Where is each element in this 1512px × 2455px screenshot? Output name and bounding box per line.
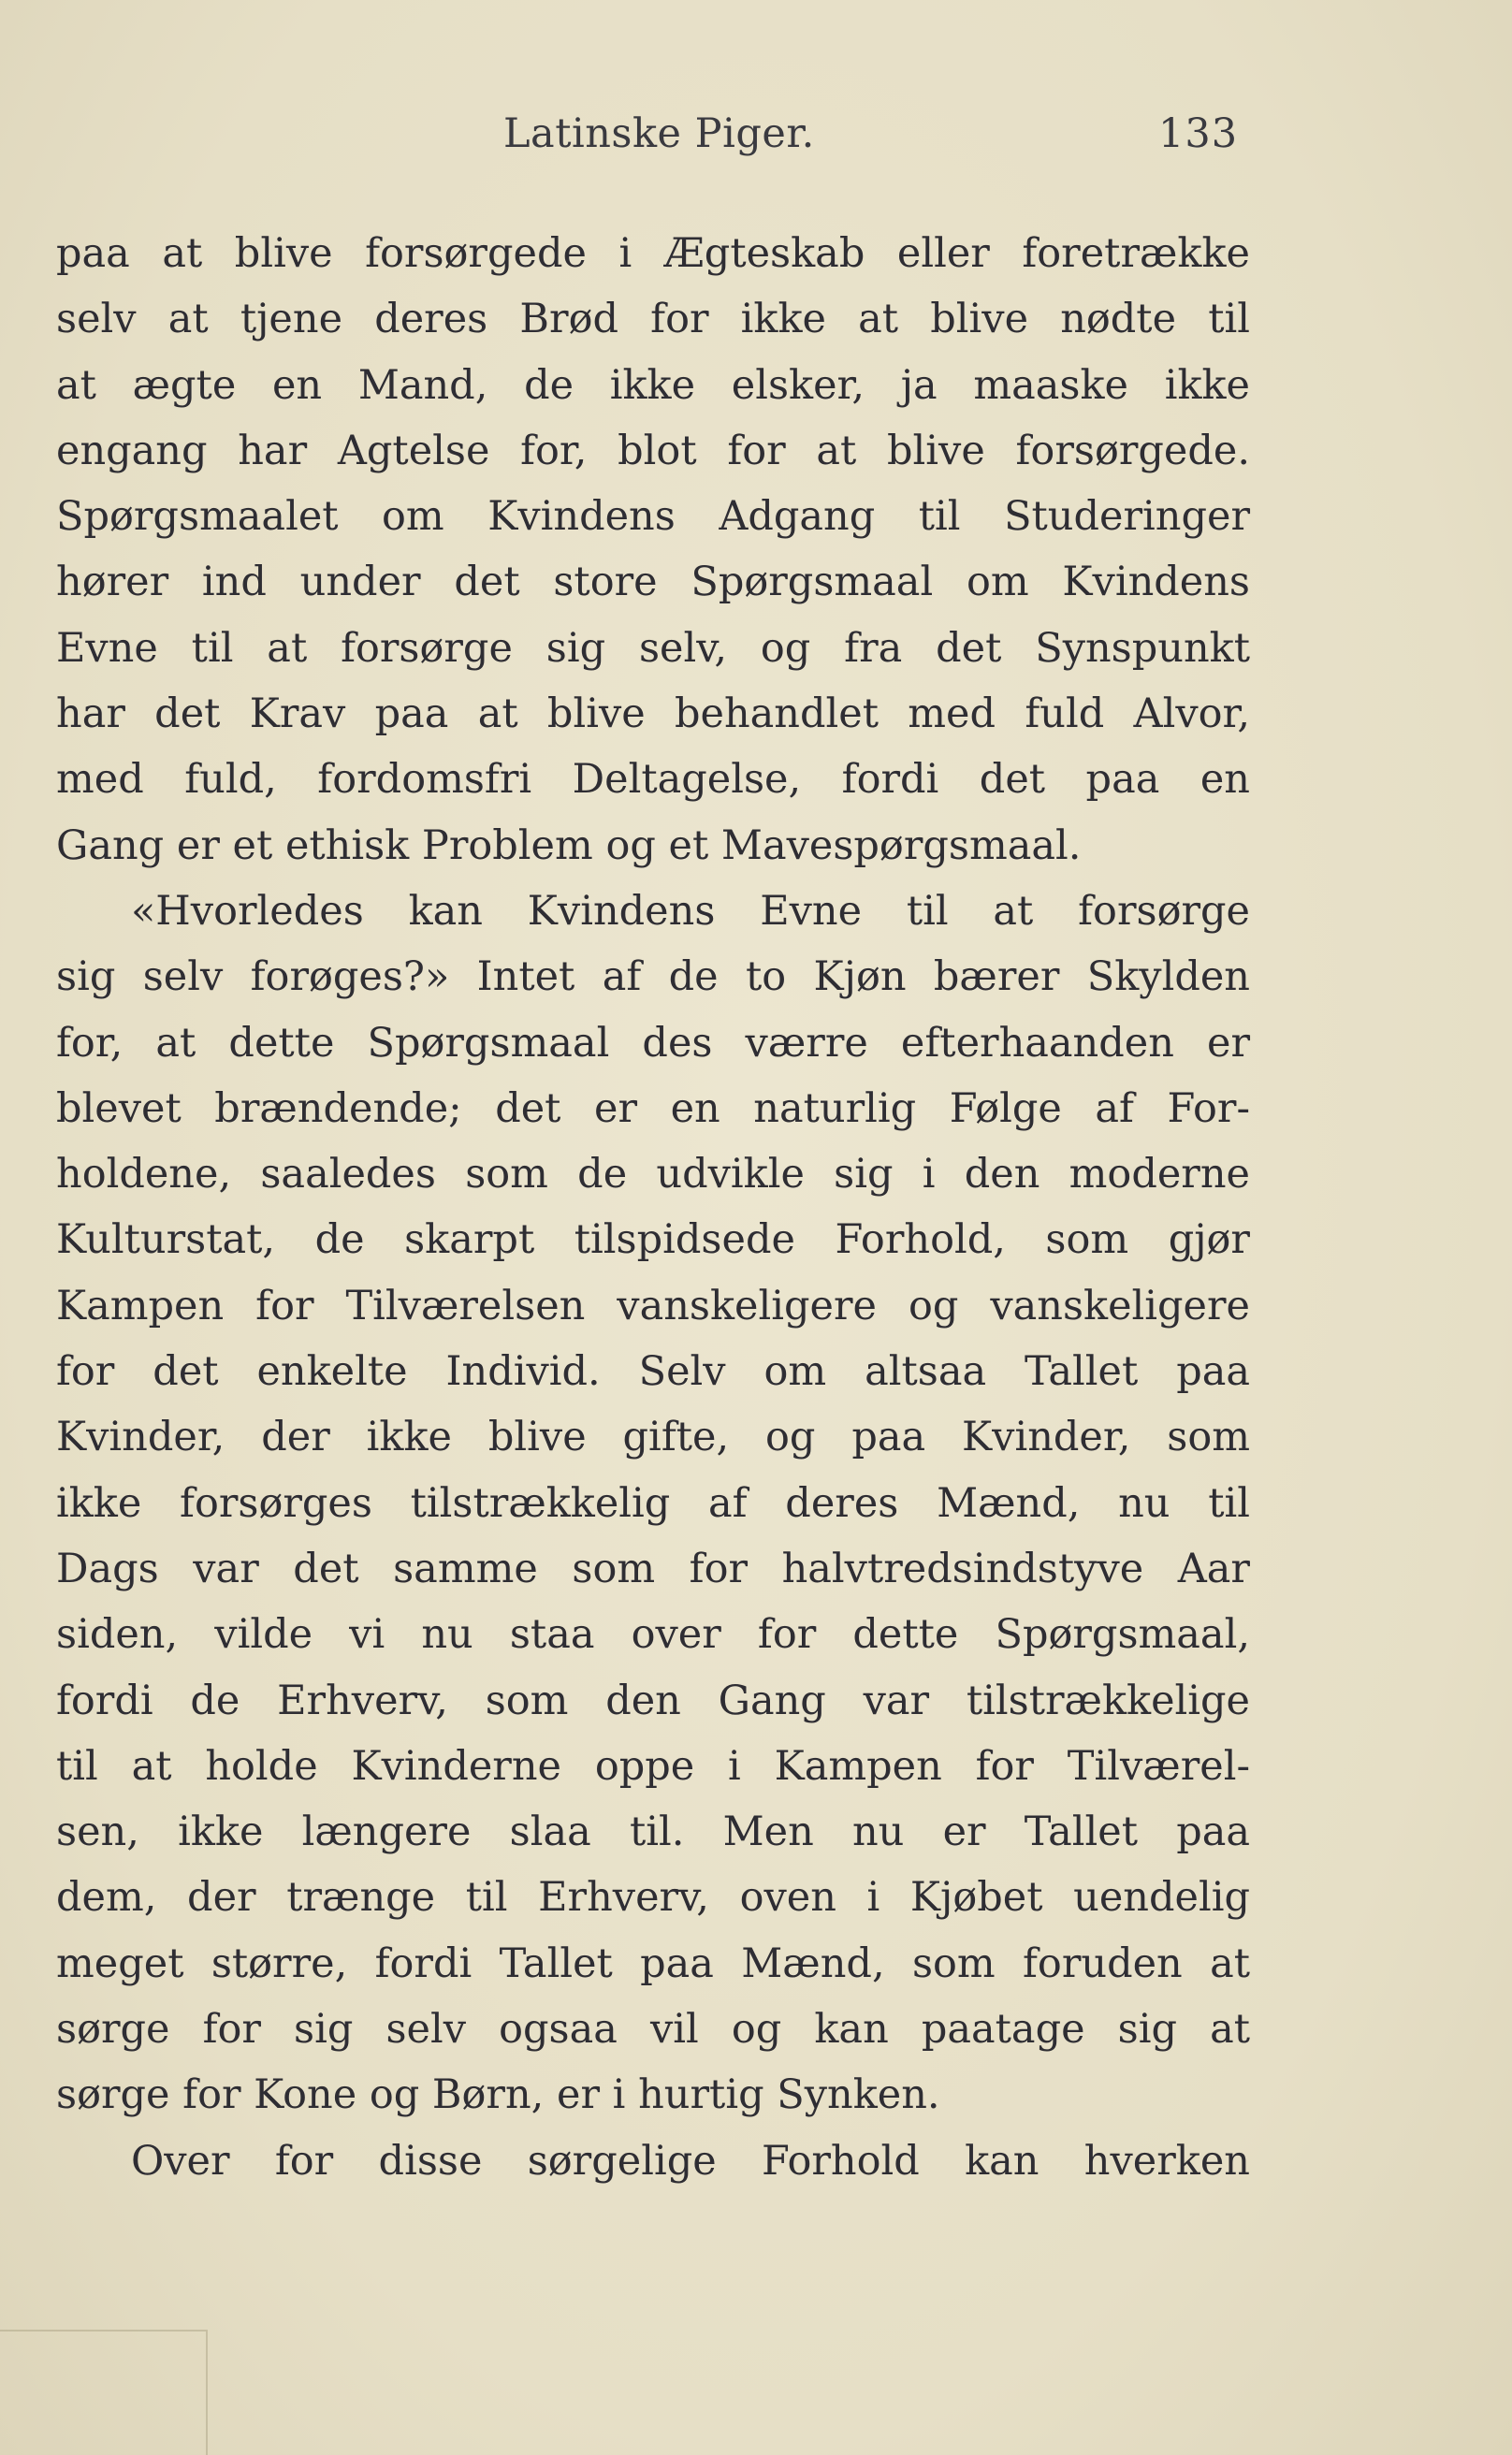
text-line: med fuld, fordomsfri Deltagelse, fordi det paa en (56, 756, 1250, 804)
text-line: paa at blive forsørgede i Ægteskab eller foretrække (56, 230, 1250, 277)
page-number: 133 (1158, 110, 1239, 157)
body-text (56, 221, 1250, 2194)
text-line: blevet brændende; det er en naturlig Følge af For- (56, 1084, 1250, 1132)
text-line: Kampen for Tilværelsen vanskeligere og vanskeligere (56, 1282, 1250, 1329)
text-line: for, at dette Spørgsmaal des værre efterhaanden er (56, 1019, 1250, 1067)
text-line: til at holde Kvinderne oppe i Kampen for Tilværel- (56, 1742, 1250, 1790)
text-line: Evne til at forsørge sig selv, og fra det Synspunkt (56, 624, 1250, 672)
text-line: selv at tjene deres Brød for ikke at blive nødte til (56, 296, 1250, 343)
text-line: Kulturstat, de skarpt tilspidsede Forhold, som gjør (56, 1216, 1250, 1264)
text-line: hører ind under det store Spørgsmaal om Kvindens (56, 559, 1250, 606)
text-line: at ægte en Mand, de ikke elsker, ja maaske ikke (56, 361, 1250, 409)
text-line: sørge for Kone og Børn, er i hurtig Synken. (56, 2071, 940, 2119)
text-line: holdene, saaledes som de udvikle sig i den moderne (56, 1151, 1250, 1198)
text-line: fordi de Erhverv, som den Gang var tilstrækkelige (56, 1677, 1250, 1724)
text-line: Spørgsmaalet om Kvindens Adgang til Studeringer (56, 493, 1250, 541)
text-line-paragraph-start: «Hvorledes kan Kvindens Evne til at forsørge (131, 887, 1250, 935)
text-line: meget større, fordi Tallet paa Mænd, som foruden at (56, 1939, 1250, 1987)
text-line: har det Krav paa at blive behandlet med fuld Alvor, (56, 690, 1250, 738)
text-line: Dags var det samme som for halvtredsindstyve Aar (56, 1545, 1250, 1592)
text-line: dem, der trænge til Erhverv, oven i Kjøbet uendelig (56, 1874, 1250, 1922)
page-corner-mark (0, 2330, 208, 2455)
text-line: sen, ikke længere slaa til. Men nu er Tallet paa (56, 1809, 1250, 1856)
text-line: ikke forsørges tilstrækkelig af deres Mænd, nu til (56, 1479, 1250, 1527)
text-line-paragraph-start: Over for disse sørgelige Forhold kan hverken (131, 2137, 1250, 2185)
running-title: Latinske Piger. (503, 110, 815, 157)
text-line: sig selv forøges?» Intet af de to Kjøn bærer Skylden (56, 953, 1250, 1001)
text-line: Gang er et ethisk Problem og et Mavespørgsmaal. (56, 821, 1082, 869)
text-line: sørge for sig selv ogsaa vil og kan paatage sig at (56, 2006, 1250, 2054)
text-line: engang har Agtelse for, blot for at blive forsørgede. (56, 427, 1250, 474)
text-line: for det enkelte Individ. Selv om altsaa Tallet paa (56, 1348, 1250, 1396)
text-line: siden, vilde vi nu staa over for dette Spørgsmaal, (56, 1611, 1250, 1659)
text-line: Kvinder, der ikke blive gifte, og paa Kvinder, som (56, 1414, 1250, 1461)
